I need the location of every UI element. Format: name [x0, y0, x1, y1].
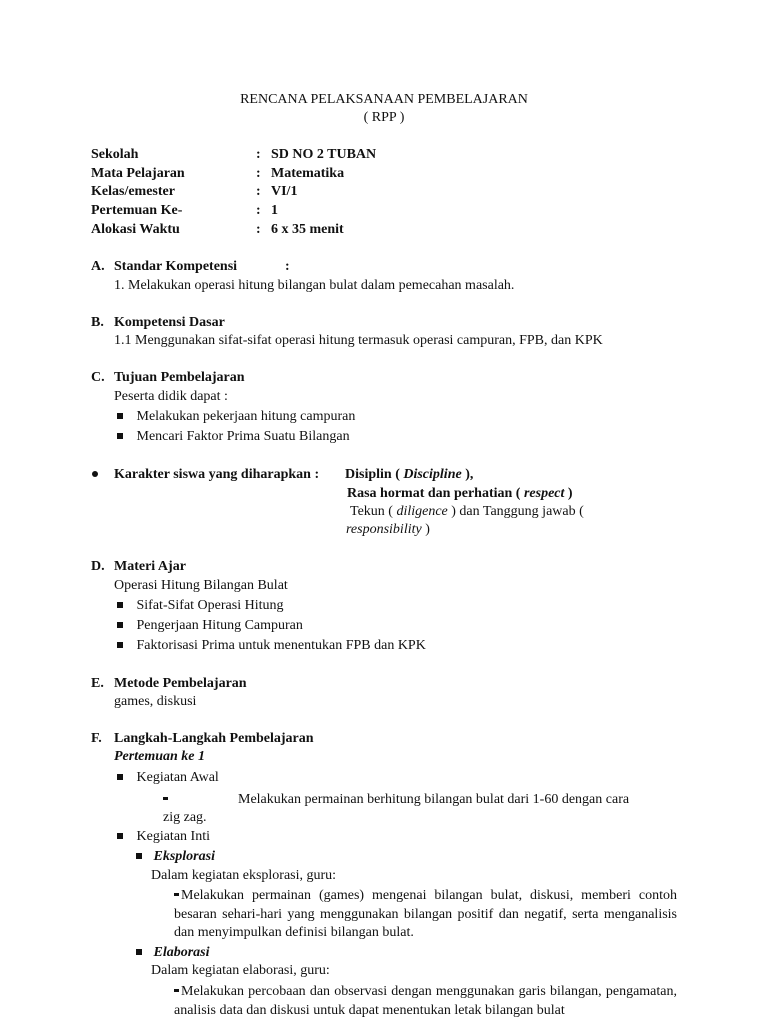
info-colon: : — [256, 184, 261, 199]
list-item — [136, 945, 210, 961]
document-title: RENCANA PELAKSANAAN PEMBELAJARAN — [240, 92, 528, 107]
square-bullet-icon — [136, 949, 142, 955]
elaborasi-item-text: Melakukan percobaan dan observasi dengan menggunakan garis bilangan, pengamatan, analisis data dan diskusi untuk dapat menentukan letak bilangan bulat — [174, 984, 677, 1018]
karakter-english: Discipline — [403, 467, 462, 482]
list-item — [117, 618, 303, 634]
square-bullet-icon — [117, 774, 123, 780]
info-label-kelas: Kelas/emester — [91, 184, 175, 199]
eksplorasi-item — [174, 887, 677, 943]
document-subtitle: ( RPP ) — [363, 110, 405, 125]
karakter-english: respect — [523, 486, 565, 501]
elaborasi-label: Elaborasi — [153, 945, 210, 960]
eksplorasi-intro: Dalam kegiatan eksplorasi, guru: — [151, 868, 337, 883]
elaborasi-intro: Dalam kegiatan elaborasi, guru: — [151, 963, 330, 978]
karakter-text: Tekun ( — [350, 504, 393, 519]
kegiatan-inti-label: Kegiatan Inti — [136, 829, 210, 844]
materi-item-2: Pengerjaan Hitung Campuran — [136, 618, 303, 633]
square-bullet-icon — [117, 413, 123, 419]
square-bullet-icon — [136, 853, 142, 859]
pertemuan-heading: Pertemuan ke 1 — [114, 749, 205, 764]
karakter-text: Disiplin ( — [345, 467, 400, 482]
round-bullet-icon — [92, 467, 98, 483]
karakter-text: ) dan Tanggung jawab ( — [451, 504, 584, 519]
karakter-text: ) — [567, 486, 573, 501]
square-bullet-icon — [117, 622, 123, 628]
info-value-kelas: VI/1 — [271, 184, 298, 199]
karakter-text: Rasa hormat dan perhatian ( — [347, 486, 521, 501]
section-letter-a: A. — [91, 259, 105, 274]
kegiatan-awal-item: Melakukan permainan berhitung bilangan bulat dari 1-60 dengan cara — [238, 792, 630, 807]
list-item — [117, 770, 219, 786]
dash-bullet-icon — [174, 893, 179, 896]
eksplorasi-label: Eksplorasi — [153, 849, 215, 864]
list-item — [117, 638, 426, 654]
list-item — [117, 429, 350, 445]
info-colon: : — [256, 222, 261, 237]
karakter-label: Karakter siswa yang diharapkan : — [114, 467, 320, 482]
info-label-mata-pelajaran: Mata Pelajaran — [91, 166, 185, 181]
standar-kompetensi-item: 1. Melakukan operasi hitung bilangan bulat dalam pemecahan masalah. — [114, 278, 515, 293]
tujuan-item-1: Melakukan pekerjaan hitung campuran — [136, 409, 356, 424]
dash-bullet-icon — [174, 989, 179, 992]
square-bullet-icon — [117, 433, 123, 439]
karakter-text: ), — [465, 467, 474, 482]
metode-text: games, diskusi — [114, 694, 197, 709]
section-letter-d: D. — [91, 559, 105, 574]
eksplorasi-item-text: Melakukan permainan (games) mengenai bilangan bulat, diskusi, memberi contoh besaran sehari-hari yang menggunakan bilangan positif dan negatif, serta menganalisis dan menyimpulkan definisi bilangan bulat. — [174, 888, 677, 940]
materi-intro: Operasi Hitung Bilangan Bulat — [114, 578, 288, 593]
karakter-line-1 — [345, 467, 473, 483]
section-letter-e: E. — [91, 676, 104, 691]
section-heading-langkah: Langkah-Langkah Pembelajaran — [114, 731, 314, 746]
square-bullet-icon — [117, 642, 123, 648]
karakter-line-2 — [347, 486, 573, 502]
karakter-english: diligence — [396, 504, 448, 519]
square-bullet-icon — [117, 602, 123, 608]
karakter-text: ) — [425, 522, 430, 537]
square-bullet-icon — [117, 833, 123, 839]
info-value-alokasi: 6 x 35 menit — [271, 222, 344, 237]
info-colon: : — [256, 147, 261, 162]
list-item — [117, 409, 355, 425]
info-label-sekolah: Sekolah — [91, 147, 139, 162]
dash-bullet-icon — [163, 792, 170, 808]
list-item — [136, 849, 215, 865]
info-value-mata-pelajaran: Matematika — [271, 166, 345, 181]
kegiatan-awal-item-cont: zig zag. — [163, 810, 207, 825]
section-letter-c: C. — [91, 370, 105, 385]
tujuan-item-2: Mencari Faktor Prima Suatu Bilangan — [136, 429, 350, 444]
info-value-sekolah: SD NO 2 TUBAN — [271, 147, 377, 162]
section-heading-tujuan: Tujuan Pembelajaran — [114, 370, 245, 385]
section-heading-metode: Metode Pembelajaran — [114, 676, 247, 691]
section-heading-standar-kompetensi: Standar Kompetensi — [114, 259, 238, 274]
section-letter-f: F. — [91, 731, 102, 746]
materi-item-1: Sifat-Sifat Operasi Hitung — [136, 598, 284, 613]
info-label-pertemuan: Pertemuan Ke- — [91, 203, 183, 218]
section-heading-kompetensi-dasar: Kompetensi Dasar — [114, 315, 225, 330]
karakter-line-3 — [350, 504, 584, 520]
info-label-alokasi: Alokasi Waktu — [91, 222, 180, 237]
info-value-pertemuan: 1 — [271, 203, 278, 218]
section-letter-b: B. — [91, 315, 104, 330]
elaborasi-item — [174, 983, 677, 1020]
list-item — [117, 598, 283, 614]
tujuan-intro: Peserta didik dapat : — [114, 389, 228, 404]
info-colon: : — [256, 166, 261, 181]
kompetensi-dasar-item: 1.1 Menggunakan sifat-sifat operasi hitung termasuk operasi campuran, FPB, dan KPK — [114, 333, 603, 348]
section-heading-materi-ajar: Materi Ajar — [114, 559, 186, 574]
info-colon: : — [256, 203, 261, 218]
section-a-colon: : — [285, 259, 290, 274]
materi-item-3: Faktorisasi Prima untuk menentukan FPB dan KPK — [136, 638, 426, 653]
karakter-english: responsibility — [346, 522, 422, 537]
karakter-line-4 — [346, 522, 430, 538]
list-item — [117, 829, 210, 845]
kegiatan-awal-label: Kegiatan Awal — [136, 770, 219, 785]
